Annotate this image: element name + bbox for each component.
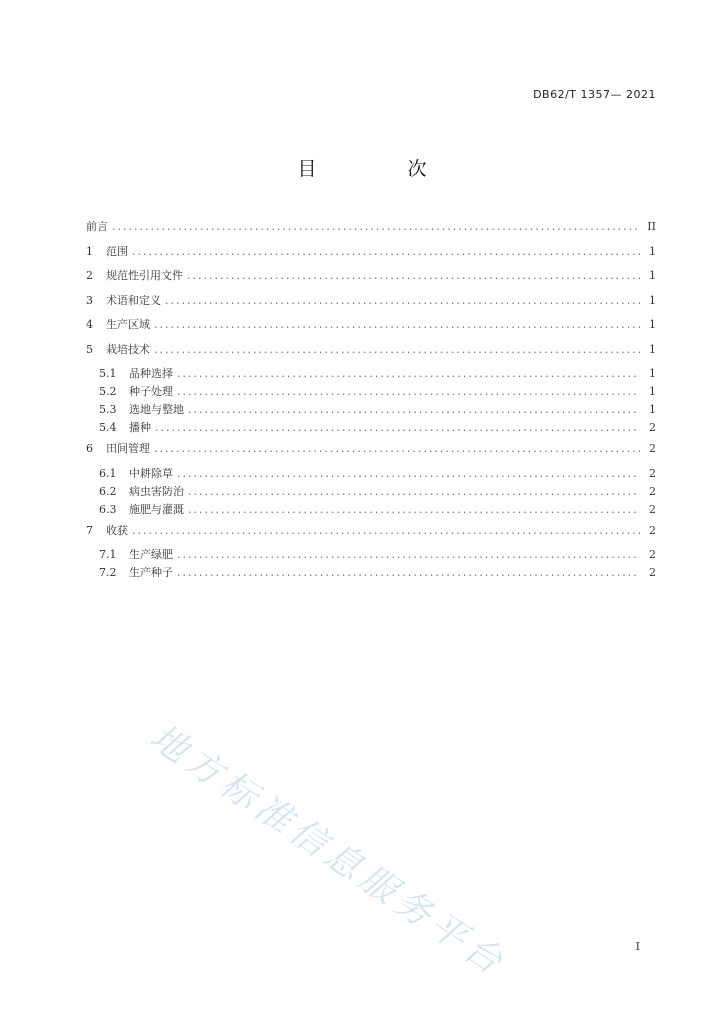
toc-entry-number: 7 [86, 523, 93, 537]
toc-entry-page: 2 [649, 523, 656, 537]
toc-leader-dots [155, 420, 640, 436]
toc-entry-title: 病虫害防治 [129, 484, 184, 498]
toc-entry-number: 2 [86, 269, 93, 282]
toc-entry-title: 生产绿肥 [129, 548, 173, 561]
toc-leader-dots [112, 219, 640, 235]
toc-entry-page: 1 [649, 385, 656, 398]
toc-entry-page: 1 [649, 367, 656, 380]
toc-entry-page: 1 [649, 403, 656, 416]
toc-entry[interactable] [86, 402, 656, 420]
toc-entry-page: 1 [649, 269, 656, 282]
toc-entry-page: 2 [649, 421, 656, 434]
toc-leader-dots [132, 523, 640, 539]
toc-entry-title: 中耕除草 [129, 466, 173, 480]
toc-leader-dots [177, 466, 640, 482]
toc-entry-page: 2 [649, 442, 656, 455]
toc-entry-title: 栽培技术 [106, 342, 150, 356]
toc-entry-number: 4 [86, 318, 93, 331]
page-title: 目 次 [297, 158, 463, 180]
toc-entry-title: 生产种子 [129, 566, 173, 579]
toc-entry-title: 术语和定义 [106, 293, 161, 307]
toc-entry-number: 5 [86, 342, 93, 356]
watermark: 地方标准信息服务平台 [142, 716, 514, 986]
toc-entry[interactable] [86, 384, 656, 402]
toc-entry-title: 收获 [106, 523, 128, 537]
toc-entry-title: 施肥与灌溉 [129, 502, 184, 516]
toc-entry-page: 1 [649, 318, 656, 331]
toc-entry[interactable] [86, 565, 656, 583]
toc-entry-page: 2 [649, 548, 656, 561]
toc-entry-title: 范围 [106, 244, 128, 258]
toc-entry[interactable] [86, 244, 656, 269]
toc-entry-number: 1 [86, 244, 93, 258]
toc-entry-number: 5.3 [99, 403, 117, 416]
toc-entry-title: 规范性引用文件 [106, 269, 183, 282]
toc-entry[interactable] [86, 420, 656, 438]
toc-entry-number: 5.2 [99, 385, 117, 398]
toc-entry[interactable] [86, 484, 656, 502]
toc-leader-dots [187, 268, 640, 284]
toc-leader-dots [132, 244, 640, 260]
toc-leader-dots [154, 342, 640, 358]
toc-entry[interactable] [86, 342, 656, 367]
toc-leader-dots [154, 441, 640, 457]
toc-entry-number: 7.2 [99, 566, 117, 579]
toc-entry-number: 6.1 [99, 466, 117, 480]
toc-entry-title: 前言 [86, 220, 108, 233]
toc-entry-title: 播种 [129, 421, 151, 434]
toc-entry-number: 3 [86, 293, 93, 307]
document-code: DB62/T 1357— 2021 [533, 88, 656, 101]
toc-entry[interactable] [86, 366, 656, 384]
toc-leader-dots [177, 565, 640, 581]
toc-entry-page: 2 [649, 466, 656, 480]
toc-leader-dots [188, 484, 640, 500]
toc-entry-page: 1 [649, 244, 656, 258]
toc-entry-page: 1 [649, 293, 656, 307]
toc-entry-title: 田间管理 [106, 442, 150, 455]
toc-leader-dots [177, 384, 640, 400]
toc-entry-page: 2 [649, 502, 656, 516]
toc-entry[interactable] [86, 502, 656, 520]
toc-entry-number: 6.2 [99, 484, 117, 498]
toc-entry[interactable] [86, 219, 656, 244]
toc-entry-title: 种子处理 [129, 385, 173, 398]
toc-entry-title: 生产区域 [106, 318, 150, 331]
toc-leader-dots [177, 547, 640, 563]
toc-leader-dots [177, 366, 640, 382]
toc-entry-title: 选地与整地 [129, 403, 184, 416]
toc-entry[interactable] [86, 317, 656, 342]
toc-entry[interactable] [86, 293, 656, 318]
toc-entry-number: 5.4 [99, 421, 117, 434]
toc-entry[interactable] [86, 523, 656, 548]
toc-leader-dots [165, 293, 640, 309]
toc-entry-page: 2 [649, 484, 656, 498]
toc-entry[interactable] [86, 268, 656, 293]
toc-entry-page: 1 [649, 342, 656, 356]
toc-entry-number: 7.1 [99, 548, 117, 561]
toc-entry-number: 6.3 [99, 502, 117, 516]
toc-leader-dots [188, 402, 640, 418]
toc-entry[interactable] [86, 547, 656, 565]
toc-entry-number: 6 [86, 442, 93, 455]
toc-entry[interactable] [86, 466, 656, 484]
toc-entry-page: 2 [649, 566, 656, 579]
toc-entry-page: II [647, 220, 656, 233]
table-of-contents [86, 219, 656, 583]
toc-leader-dots [154, 317, 640, 333]
page-number: I [635, 940, 640, 953]
toc-entry-number: 5.1 [99, 367, 117, 380]
toc-entry[interactable] [86, 441, 656, 466]
toc-entry-title: 品种选择 [129, 367, 173, 380]
toc-leader-dots [188, 502, 640, 518]
